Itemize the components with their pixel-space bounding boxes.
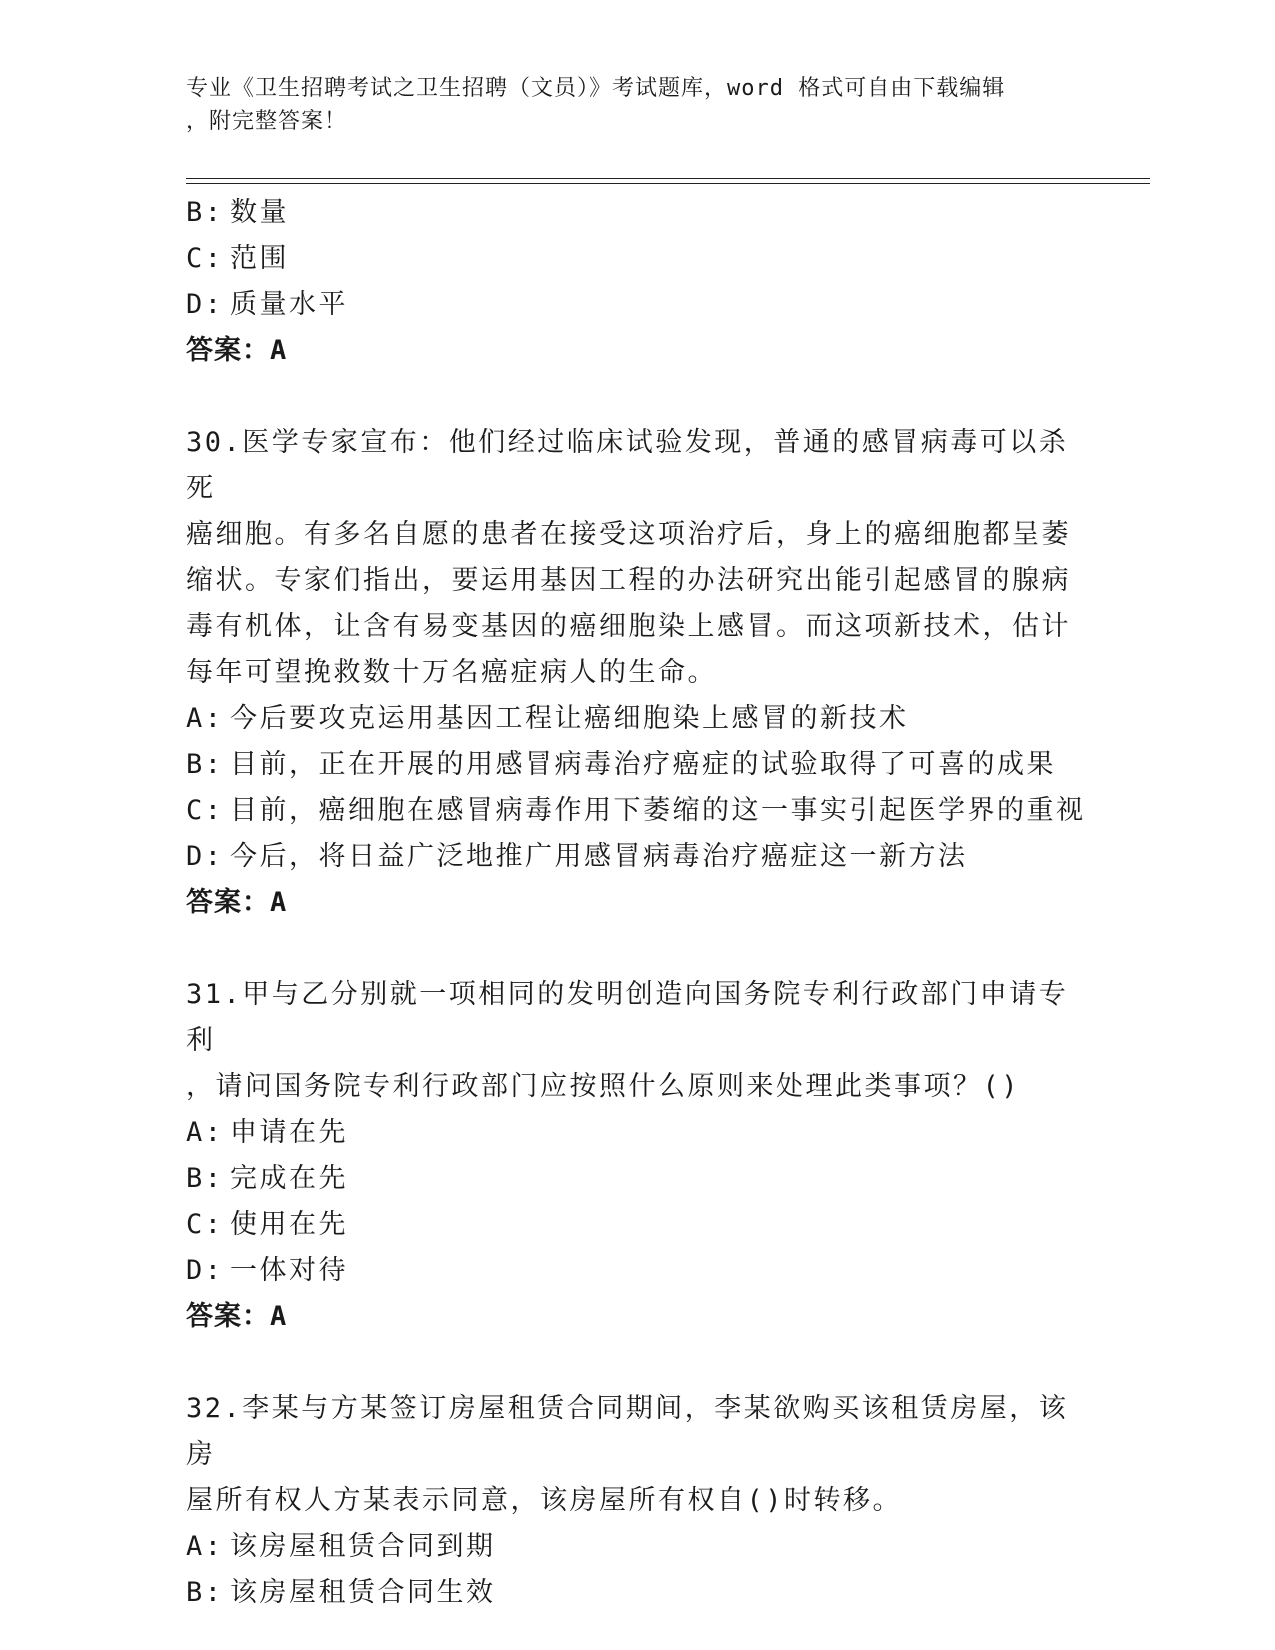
document-header <box>186 72 1066 138</box>
question-list <box>186 190 1086 1616</box>
stem-line: 31.甲与乙分别就一项相同的发明创造向国务院专利行政部门申请专利 <box>186 979 1069 1056</box>
option-letter: B: <box>186 1163 224 1194</box>
option-letter: C: <box>186 795 224 826</box>
option-letter: A: <box>186 703 224 734</box>
option-text: 该房屋租赁合同生效 <box>230 1577 496 1608</box>
question-32 <box>186 1386 1086 1616</box>
header-line-1: 专业《卫生招聘考试之卫生招聘（文员）》考试题库，word 格式可自由下载编辑 <box>186 76 1006 101</box>
stem-line: 30.医学专家宣布：他们经过临床试验发现，普通的感冒病毒可以杀死 <box>186 427 1069 504</box>
option-d <box>186 1248 1086 1294</box>
option-a <box>186 1524 1086 1570</box>
question-31 <box>186 972 1086 1340</box>
header-line-2: ，附完整答案！ <box>186 109 348 134</box>
option-b <box>186 742 1086 788</box>
option-letter: B: <box>186 749 224 780</box>
stem-line: 屋所有权人方某表示同意，该房屋所有权自()时转移。 <box>186 1485 903 1516</box>
option-d <box>186 282 1086 328</box>
stem-line: 毒有机体，让含有易变基因的癌细胞染上感冒。而这项新技术，估计 <box>186 611 1071 642</box>
option-text: 使用在先 <box>230 1209 348 1240</box>
option-letter: D: <box>186 1255 224 1286</box>
option-letter: B: <box>186 1577 224 1608</box>
option-letter: A: <box>186 1531 224 1562</box>
option-letter: C: <box>186 1209 224 1240</box>
option-d <box>186 834 1086 880</box>
option-letter: D: <box>186 841 224 872</box>
answer-line: 答案：A <box>186 1301 288 1332</box>
option-text: 目前，正在开展的用感冒病毒治疗癌症的试验取得了可喜的成果 <box>230 749 1056 780</box>
option-a <box>186 696 1086 742</box>
option-c <box>186 1202 1086 1248</box>
answer-line: 答案：A <box>186 887 288 918</box>
header-divider-bottom <box>186 183 1150 184</box>
question-29-continued <box>186 190 1086 374</box>
option-text: 范围 <box>230 243 289 274</box>
header-divider-top <box>186 178 1150 179</box>
option-c <box>186 788 1086 834</box>
option-text: 今后要攻克运用基因工程让癌细胞染上感冒的新技术 <box>230 703 909 734</box>
stem-line: 缩状。专家们指出，要运用基因工程的办法研究出能引起感冒的腺病 <box>186 565 1071 596</box>
option-text: 该房屋租赁合同到期 <box>230 1531 496 1562</box>
question-stem <box>186 972 1086 1110</box>
option-text: 数量 <box>230 197 289 228</box>
option-text: 质量水平 <box>230 289 348 320</box>
stem-line: 每年可望挽救数十万名癌症病人的生命。 <box>186 657 717 688</box>
option-letter: C: <box>186 243 224 274</box>
option-text: 完成在先 <box>230 1163 348 1194</box>
option-b <box>186 1156 1086 1202</box>
stem-line: 32.李某与方某签订房屋租赁合同期间，李某欲购买该租赁房屋，该房 <box>186 1393 1069 1470</box>
option-a <box>186 1110 1086 1156</box>
answer-line: 答案：A <box>186 335 288 366</box>
question-30 <box>186 420 1086 926</box>
option-text: 今后，将日益广泛地推广用感冒病毒治疗癌症这一新方法 <box>230 841 968 872</box>
option-letter: A: <box>186 1117 224 1148</box>
stem-line: 癌细胞。有多名自愿的患者在接受这项治疗后，身上的癌细胞都呈萎 <box>186 519 1071 550</box>
stem-line: ，请问国务院专利行政部门应按照什么原则来处理此类事项？() <box>186 1071 1021 1102</box>
question-stem <box>186 1386 1086 1524</box>
option-text: 目前，癌细胞在感冒病毒作用下萎缩的这一事实引起医学界的重视 <box>230 795 1086 826</box>
option-text: 一体对待 <box>230 1255 348 1286</box>
option-b <box>186 190 1086 236</box>
option-letter: B: <box>186 197 224 228</box>
question-stem <box>186 420 1086 696</box>
option-letter: D: <box>186 289 224 320</box>
option-text: 申请在先 <box>230 1117 348 1148</box>
option-c <box>186 236 1086 282</box>
option-b <box>186 1570 1086 1616</box>
